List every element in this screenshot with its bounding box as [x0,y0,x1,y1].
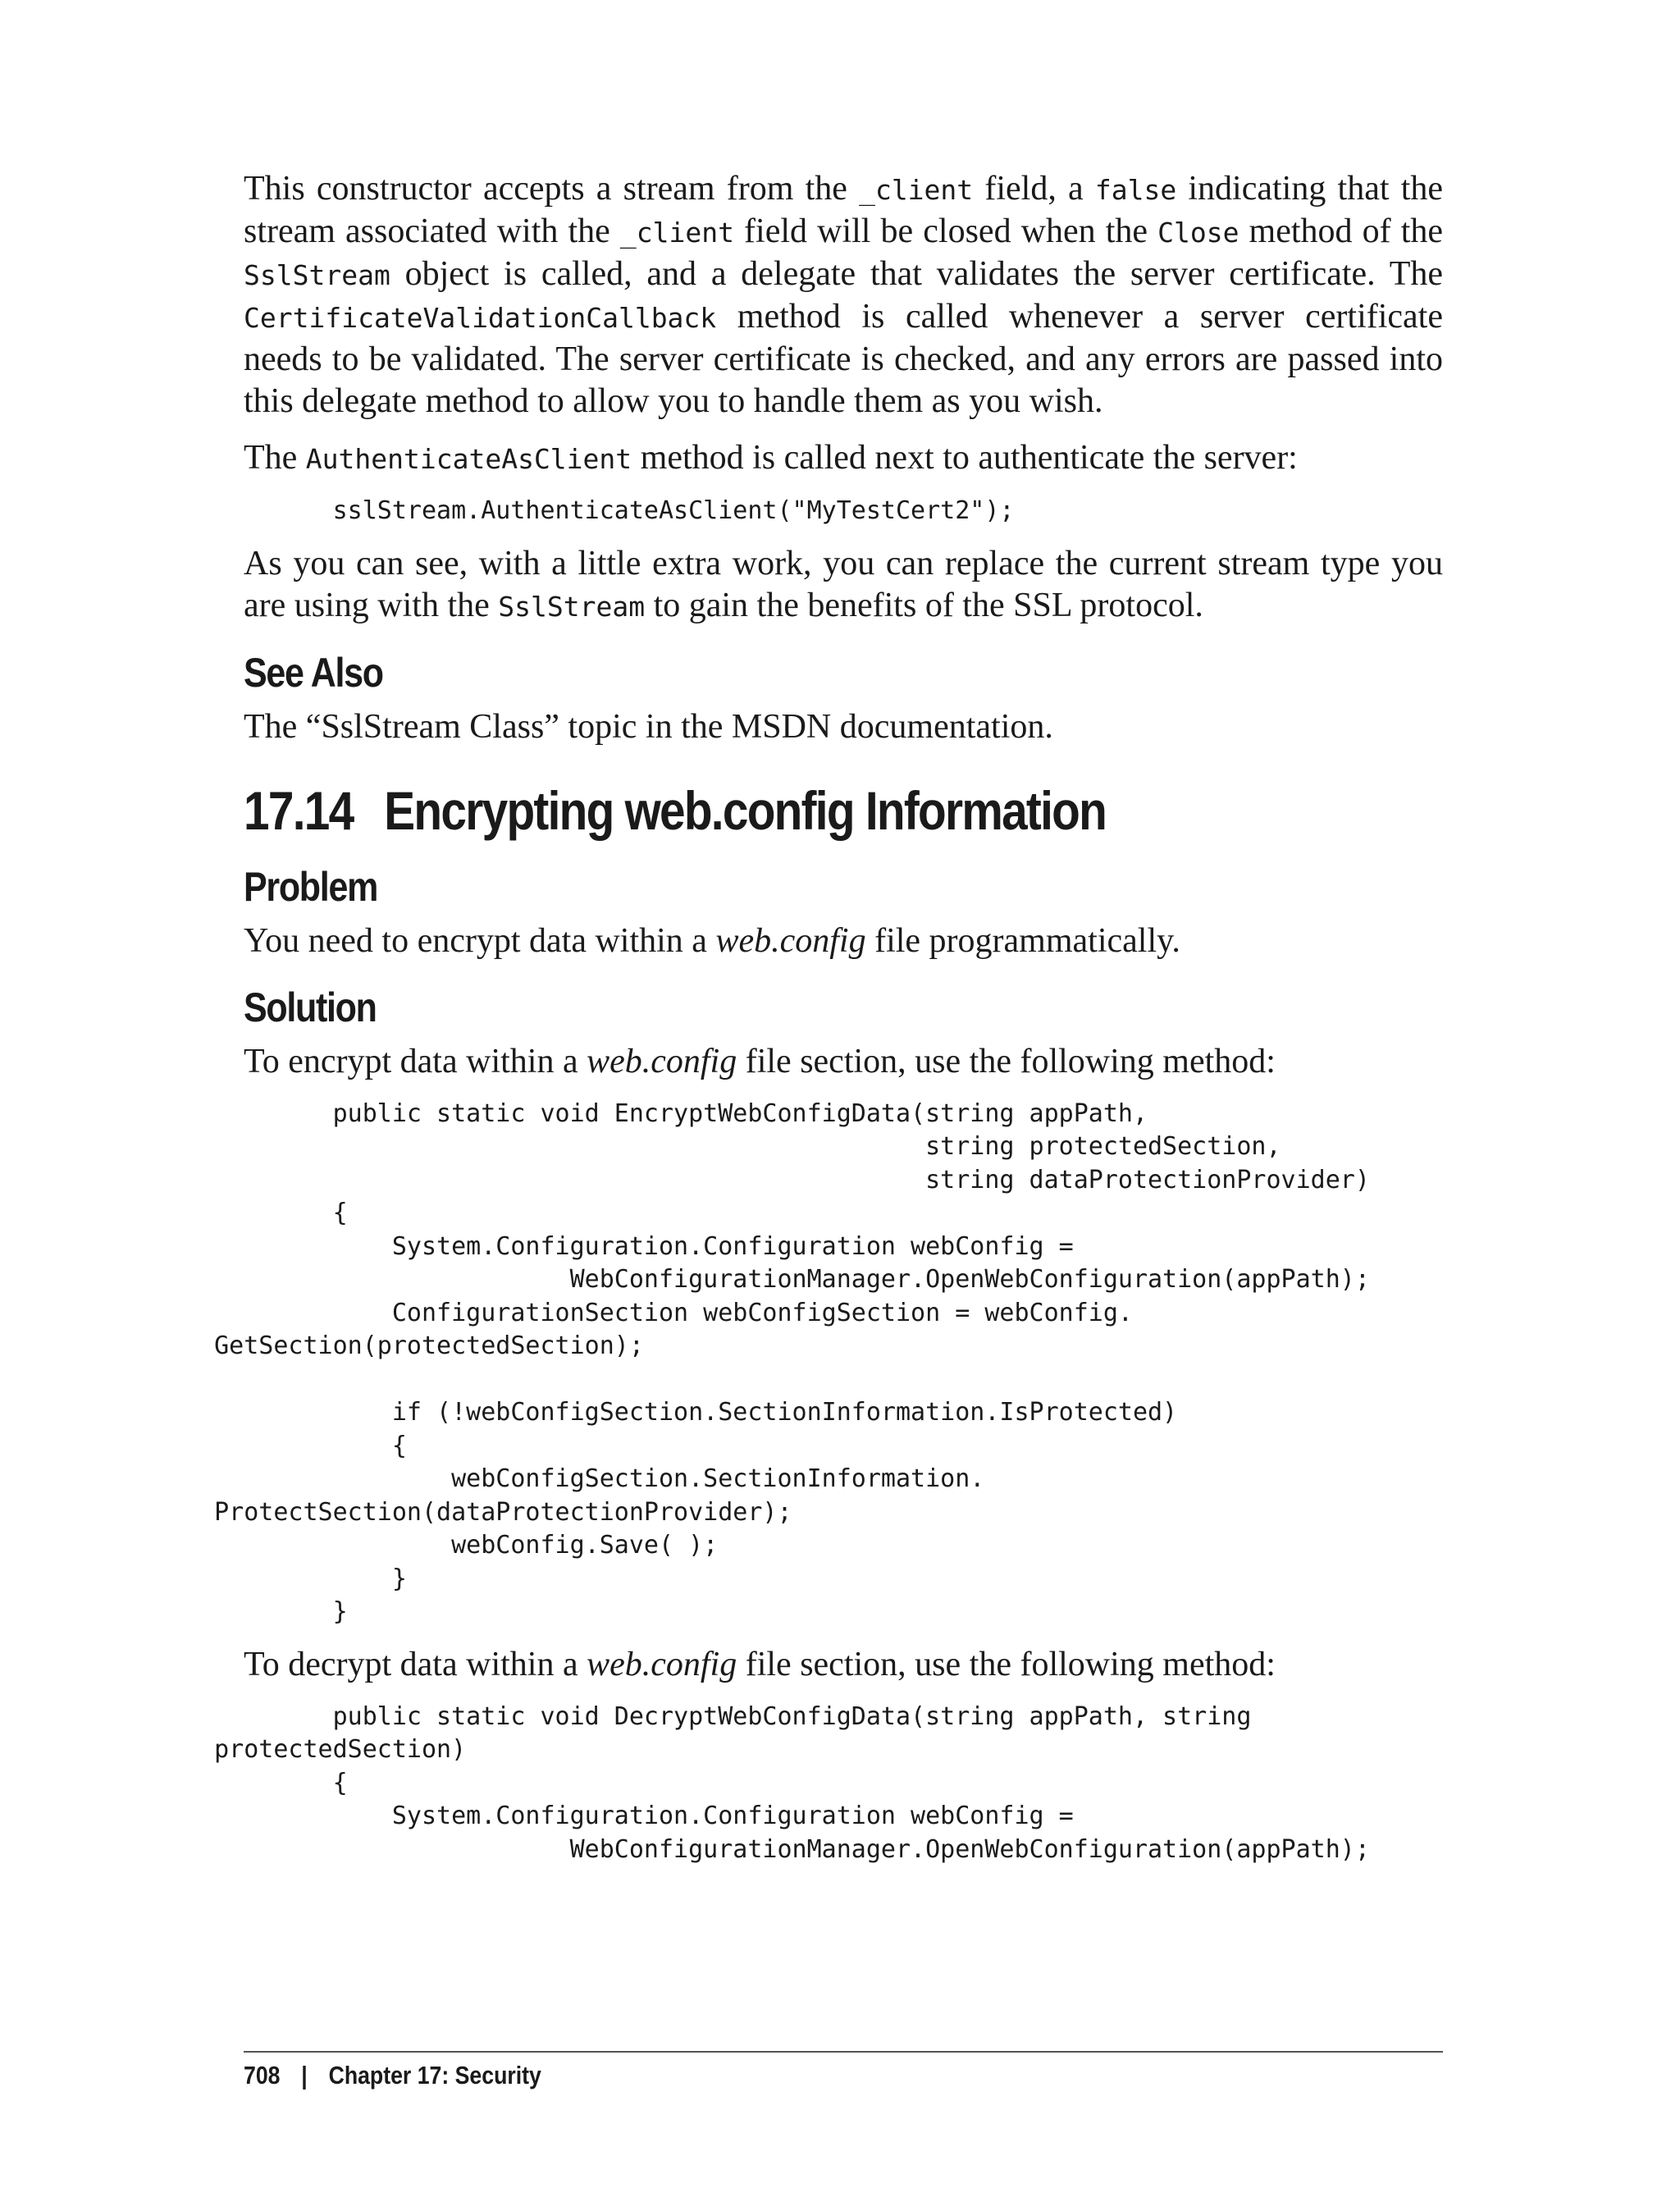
emphasis: web.config [587,1042,737,1080]
paragraph-authenticate [244,437,1443,480]
text-run: method is called whenever a server certificate needs to be validated. The server certificate is checked, and any errors are passed into this delegate method to allow you to handle them as you wish. [244,298,1443,420]
text-run: As you can see, with a little extra work, you can replace the current stream type you are using with the [244,544,1443,624]
text-run: file section, use the following method: [737,1645,1276,1683]
page-number: 708 [244,2061,281,2090]
inline-code: _client [859,174,974,206]
text-run: file programmatically. [865,921,1180,960]
emphasis: web.config [715,921,866,960]
inline-code: AuthenticateAsClient [305,443,632,475]
text-run: To encrypt data within a [244,1042,587,1080]
text-run: to gain the benefits of the SSL protocol. [645,586,1203,624]
paragraph-decrypt-intro [244,1644,1443,1686]
code-block-encrypt: public static void EncryptWebConfigData(string appPath, string protectedSection, string dataProtectionProvider) { System.Configuration.Configuration webConfig = WebConfigurationManager.OpenWebConfiguration(appPath); ConfigurationSection webConfigSection = webConfig. GetSection(protectedSection); if (!webConfigSection.SectionInformation.IsProtected) { webConfigSection.SectionInformation. ProtectSection(dataProtectionProvider); webConfig.Save( ); } } [214,1098,1370,1626]
recipe-number: 17.14 [244,779,354,841]
inline-code: SslStream [498,590,646,623]
text-run: method of the [1239,212,1444,250]
code-block-decrypt: public static void DecryptWebConfigData(string appPath, string protectedSection) { System.Configuration.Configuration webConfig = WebConfigurationManager.OpenWebConfiguration(appPath); [214,1701,1370,1864]
text-run: field, a [973,170,1095,208]
heading-solution: Solution [244,984,377,1030]
paragraph-problem [244,920,1443,962]
text-run: To decrypt data within a [244,1645,587,1683]
paragraph-see-also: The “SslStream Class” topic in the MSDN documentation. [244,707,1053,746]
code-block-authenticate: sslStream.AuthenticateAsClient("MyTestCert2"); [185,496,1015,525]
text-run: indicating that the stream associated with the [244,170,1444,250]
text-run: object is called, and a delegate that validates the server certificate. The [390,255,1443,293]
text-run: field will be closed when the [733,212,1158,250]
text-run: method is called next to authenticate the server: [632,439,1298,477]
footer-separator: | [301,2061,308,2090]
recipe-name: Encrypting web.config Information [384,779,1107,841]
text-run: file section, use the following method: [737,1042,1276,1080]
text-run: You need to encrypt data within a [244,921,716,960]
heading-see-also: See Also [244,649,383,696]
recipe-title [244,779,1275,842]
text-run: The [244,439,306,477]
page-content [185,168,1444,1881]
footer-rule [244,2051,1443,2053]
inline-code: CertificateValidationCallback [244,302,717,334]
paragraph-constructor [244,168,1443,422]
text-run: This constructor accepts a stream from the [244,170,860,208]
inline-code: Close [1157,217,1239,249]
emphasis: web.config [587,1645,737,1683]
inline-code: false [1094,174,1177,206]
page-footer [244,2059,541,2092]
inline-code: SslStream [244,259,390,291]
heading-problem: Problem [244,863,378,910]
paragraph-sslstream-summary [244,543,1443,628]
inline-code: _client [619,217,734,249]
paragraph-encrypt-intro [244,1041,1443,1083]
chapter-label: Chapter 17: Security [328,2061,541,2090]
